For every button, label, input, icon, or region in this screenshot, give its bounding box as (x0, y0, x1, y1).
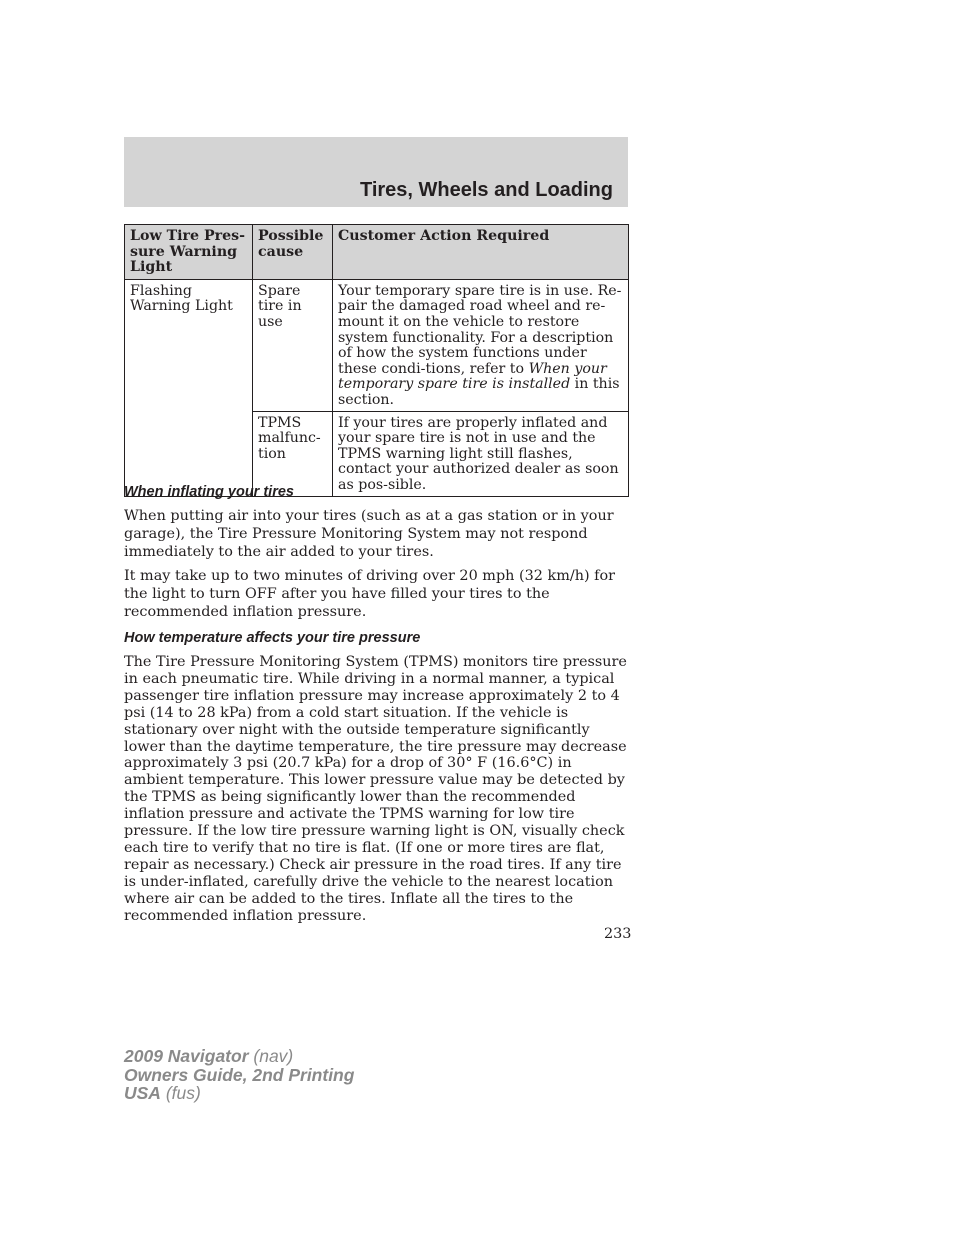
table-row (125, 279, 629, 411)
action-cell: If your tires are properly inflated and your spare tire is not in use and the TPMS warning light still flashes, contact your authorized dealer as soon as pos-sible. (333, 411, 629, 496)
subheading-inflating: When inflating your tires (124, 484, 294, 500)
footer-line-1: 2009 Navigator (nav) (124, 1046, 294, 1066)
paragraph: The Tire Pressure Monitoring System (TPMS) monitors tire pressure in each pneumatic tire. While driving in a normal manner, a typical passenger tire inflation pressure may increase approximately 2 to 4 psi (14 to 28 kPa) from a cold start situation. If the vehicle is stationary over night with the outside temperature significantly lower than the daytime temperature, the tire pressure may decrease approximately 3 psi (20.7 kPa) for a drop of 30° F (16.6°C) in ambient temperature. This lower pressure value may be detected by the TPMS as being significantly lower than the recommended inflation pressure and activate the TPMS warning for low tire pressure. If the low tire pressure warning light is ON, visually check each tire to verify that no tire is flat. (If one or more tires are flat, repair as necessary.) Check air pressure in the road tires. If any tire is under-inflated, carefully drive the vehicle to the nearest location where air can be added to the tires. Inflate all the tires to the recommended inflation pressure. (124, 654, 627, 924)
page-number: 233 (604, 926, 632, 942)
cause-cell: TPMS malfunc-tion (253, 411, 333, 496)
action-text-end: in this section. (338, 376, 620, 408)
paragraph: It may take up to two minutes of driving over 20 mph (32 km/h) for the light to turn OFF after you have filled your tires to the recommended inflation pressure. (124, 568, 616, 620)
column-header-possible-cause: Possible cause (253, 225, 333, 280)
table-header-row (125, 225, 629, 280)
action-reference: When your temporary spare tire is installed (338, 360, 607, 393)
document-footer (124, 1047, 354, 1103)
section-header-band (124, 137, 628, 207)
footer-line-3: USA (fus) (124, 1083, 201, 1104)
cause-cell: Spare tire in use (253, 279, 333, 411)
paragraph: When putting air into your tires (such as at a gas station or in your garage), the Tire Pressure Monitoring System may not respond immediately to the air added to your tires. (124, 508, 614, 560)
action-text: Your temporary spare tire is in use. Re-pair the damaged road wheel and re-mount it on the vehicle to restore system functionality. For a description of how the system functions under these condi-tions, refer to (338, 282, 622, 377)
footer-line-2: Owners Guide, 2nd Printing (124, 1064, 355, 1085)
warning-light-cell: Flashing Warning Light (125, 279, 253, 496)
column-header-customer-action: Customer Action Required (333, 225, 629, 280)
subheading-temperature: How temperature affects your tire pressure (124, 630, 421, 646)
column-header-warning-light: Low Tire Pres-sure Warning Light (125, 225, 253, 280)
tpms-warning-table (124, 224, 629, 497)
section-title: Tires, Wheels and Loading (359, 179, 613, 201)
action-cell (333, 279, 629, 411)
